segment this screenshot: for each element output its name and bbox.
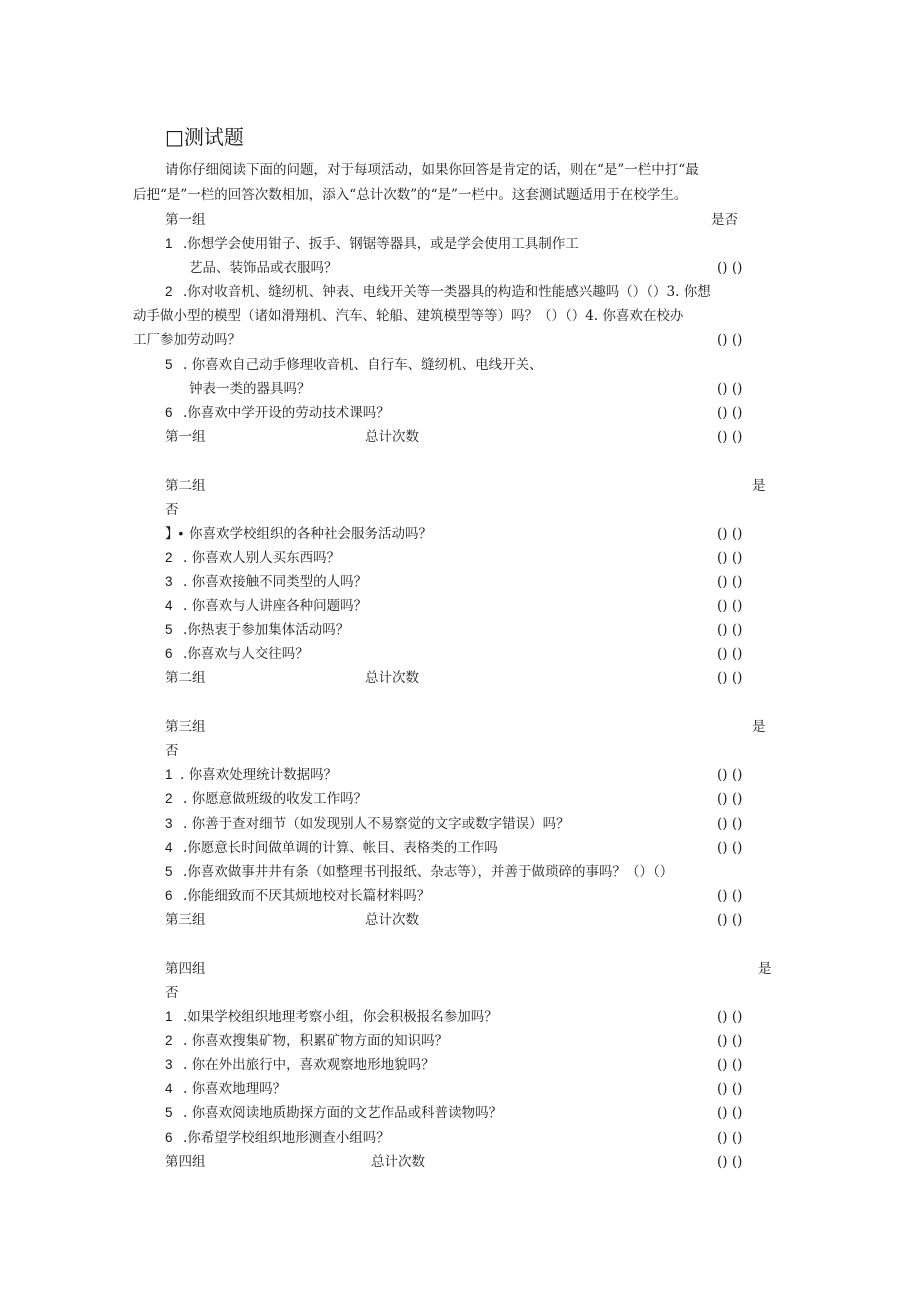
group3-q6-line: .你能细致而不厌其烦地校对长篇材料吗？ bbox=[183, 888, 431, 904]
group3-q1-line: . 你喜欢处理统计数据吗？ bbox=[180, 767, 338, 783]
group3-q4-line: .你愿意长时间做单调的计算、帐目、表格类的工作吗 bbox=[183, 840, 498, 856]
group4-total-answer[interactable]: () () bbox=[717, 1154, 743, 1170]
group4-q5-line: . 你喜欢阅读地质勘探方面的文艺作品或科普读物吗？ bbox=[183, 1105, 503, 1121]
group2-yes: 是 bbox=[752, 478, 766, 494]
group3-total-label: 第三组 bbox=[165, 912, 206, 928]
group3-q3-number: 3 bbox=[165, 816, 173, 831]
group1-q1-number: 1 bbox=[165, 236, 173, 251]
group2-q4-number: 4 bbox=[165, 598, 173, 613]
group2-q4-line: . 你喜欢与人讲座各种问题吗？ bbox=[183, 598, 368, 614]
group2-total-text: 总计次数 bbox=[365, 670, 419, 686]
group4-q6-answer[interactable]: () () bbox=[717, 1130, 743, 1146]
group2-q1-answer[interactable]: () () bbox=[717, 526, 743, 542]
group4-q2-number: 2 bbox=[165, 1033, 173, 1048]
group3-q6-answer[interactable]: () () bbox=[717, 888, 743, 904]
group1-total-label: 第一组 bbox=[165, 429, 206, 445]
group4-header: 第四组 bbox=[165, 961, 206, 977]
group3-yes: 是 bbox=[752, 719, 766, 735]
group1-q5-answer[interactable]: () () bbox=[717, 381, 743, 397]
intro-line-1: 请你仔细阅读下面的问题，对于每项活动，如果你回答是肯定的话，则在“是”一栏中打“最 bbox=[165, 162, 699, 178]
group4-q3-number: 3 bbox=[165, 1057, 173, 1072]
group1-q6-answer[interactable]: () () bbox=[717, 405, 743, 421]
group2-q5-number: 5 bbox=[165, 622, 173, 637]
group2-q2-answer[interactable]: () () bbox=[717, 550, 743, 566]
group1-q6-number: 6 bbox=[165, 405, 173, 420]
group2-q6-line: .你喜欢与人交往吗？ bbox=[183, 646, 309, 662]
group3-q1-answer[interactable]: () () bbox=[717, 767, 743, 783]
group3-q4-answer[interactable]: () () bbox=[717, 840, 743, 856]
group2-q3-line: . 你喜欢接触不同类型的人吗？ bbox=[183, 574, 368, 590]
group4-q2-answer[interactable]: () () bbox=[717, 1033, 743, 1049]
group4-q4-number: 4 bbox=[165, 1081, 173, 1096]
group1-q1-line1: .你想学会使用钳子、扳手、钢锯等器具，或是学会使用工具制作工 bbox=[183, 236, 579, 252]
group2-total-answer[interactable]: () () bbox=[717, 670, 743, 686]
group2-q5-answer[interactable]: () () bbox=[717, 622, 743, 638]
group4-q4-answer[interactable]: () () bbox=[717, 1081, 743, 1097]
group2-q3-number: 3 bbox=[165, 574, 173, 589]
group2-total-label: 第二组 bbox=[165, 670, 206, 686]
group1-yes-no: 是否 bbox=[711, 212, 738, 228]
group2-header: 第二组 bbox=[165, 478, 206, 494]
group4-q5-answer[interactable]: () () bbox=[717, 1105, 743, 1121]
group1-q5-line1: . 你喜欢自己动手修理收音机、自行车、缝纫机、电线开关、 bbox=[183, 357, 543, 373]
group1-q3-line: 动手做小型的模型（诸如滑翔机、汽车、轮船、建筑模型等等）吗？（）（）4. 你喜欢在校办 bbox=[133, 308, 684, 324]
group4-q5-number: 5 bbox=[165, 1105, 173, 1120]
group4-q6-line: .你希望学校组织地形测查小组吗？ bbox=[183, 1130, 390, 1146]
group4-q1-answer[interactable]: () () bbox=[717, 1009, 743, 1025]
group3-q3-line: . 你善于查对细节（如发现别人不易察觉的文字或数字错误）吗？ bbox=[183, 816, 570, 832]
group1-q4-line: 工厂参加劳动吗？ bbox=[133, 332, 241, 348]
group2-q4-answer[interactable]: () () bbox=[717, 598, 743, 614]
group4-q1-line: .如果学校组织地理考察小组，你会积极报名参加吗？ bbox=[183, 1009, 498, 1025]
group3-q2-line: . 你愿意做班级的收发工作吗？ bbox=[183, 791, 368, 807]
group3-total-answer[interactable]: () () bbox=[717, 912, 743, 928]
group2-q2-line: . 你喜欢人别人买东西吗？ bbox=[183, 550, 341, 566]
group1-q5-number: 5 bbox=[165, 357, 173, 372]
group4-q2-line: . 你喜欢搜集矿物，积累矿物方面的知识吗？ bbox=[183, 1033, 449, 1049]
group2-no: 否 bbox=[165, 502, 179, 518]
group1-q5-line2: 钟表一类的器具吗？ bbox=[189, 381, 311, 397]
group3-no: 否 bbox=[165, 743, 179, 759]
group4-q3-answer[interactable]: () () bbox=[717, 1057, 743, 1073]
group4-q3-line: . 你在外出旅行中，喜欢观察地形地貌吗？ bbox=[183, 1057, 435, 1073]
group3-q1-number: 1 bbox=[165, 767, 173, 782]
group2-q2-number: 2 bbox=[165, 550, 173, 565]
group1-q2-line: .你对收音机、缝纫机、钟表、电线开关等一类器具的构造和性能感兴趣吗（）（）3. 你想 bbox=[183, 284, 711, 300]
group1-total-answer[interactable]: () () bbox=[717, 429, 743, 445]
intro-line-2: 后把“是”一栏的回答次数相加，添入“总计次数”的“是”一栏中。这套测试题适用于在校学生。 bbox=[133, 187, 688, 203]
group1-q6-line: .你喜欢中学开设的劳动技术课吗？ bbox=[183, 405, 390, 421]
group3-q2-answer[interactable]: () () bbox=[717, 791, 743, 807]
group1-q2-number: 2 bbox=[165, 284, 173, 299]
group2-q5-line: .你热衷于参加集体活动吗？ bbox=[183, 622, 350, 638]
group1-total-text: 总计次数 bbox=[365, 429, 419, 445]
group3-header: 第三组 bbox=[165, 719, 206, 735]
group3-q5-line: .你喜欢做事井井有条（如整理书刊报纸、杂志等），并善于做琐碎的事吗？（）（） bbox=[183, 864, 674, 880]
group1-header: 第一组 bbox=[165, 212, 206, 228]
group3-total-text: 总计次数 bbox=[365, 912, 419, 928]
group2-q6-answer[interactable]: () () bbox=[717, 646, 743, 662]
group4-yes: 是 bbox=[758, 961, 772, 977]
group4-q4-line: . 你喜欢地理吗？ bbox=[183, 1081, 287, 1097]
group2-q3-answer[interactable]: () () bbox=[717, 574, 743, 590]
group4-no: 否 bbox=[165, 985, 179, 1001]
group4-q1-number: 1 bbox=[165, 1009, 173, 1024]
group2-q1-line: 你喜欢学校组织的各种社会服务活动吗？ bbox=[189, 526, 432, 542]
group3-q3-answer[interactable]: () () bbox=[717, 816, 743, 832]
group2-q6-number: 6 bbox=[165, 646, 173, 661]
group2-q1-number: 】• bbox=[165, 526, 184, 541]
group1-q1-line2: 艺品、装饰品或衣服吗？ bbox=[189, 260, 338, 276]
group4-q6-number: 6 bbox=[165, 1130, 173, 1145]
group1-q1-answer[interactable]: () () bbox=[717, 260, 743, 276]
group3-q6-number: 6 bbox=[165, 888, 173, 903]
group4-total-label: 第四组 bbox=[165, 1154, 206, 1170]
group1-q4-answer[interactable]: () () bbox=[717, 332, 743, 348]
group3-q4-number: 4 bbox=[165, 840, 173, 855]
group3-q2-number: 2 bbox=[165, 791, 173, 806]
group3-q5-number: 5 bbox=[165, 864, 173, 879]
page-title: □测试题 bbox=[165, 125, 244, 149]
group4-total-text: 总计次数 bbox=[371, 1154, 425, 1170]
